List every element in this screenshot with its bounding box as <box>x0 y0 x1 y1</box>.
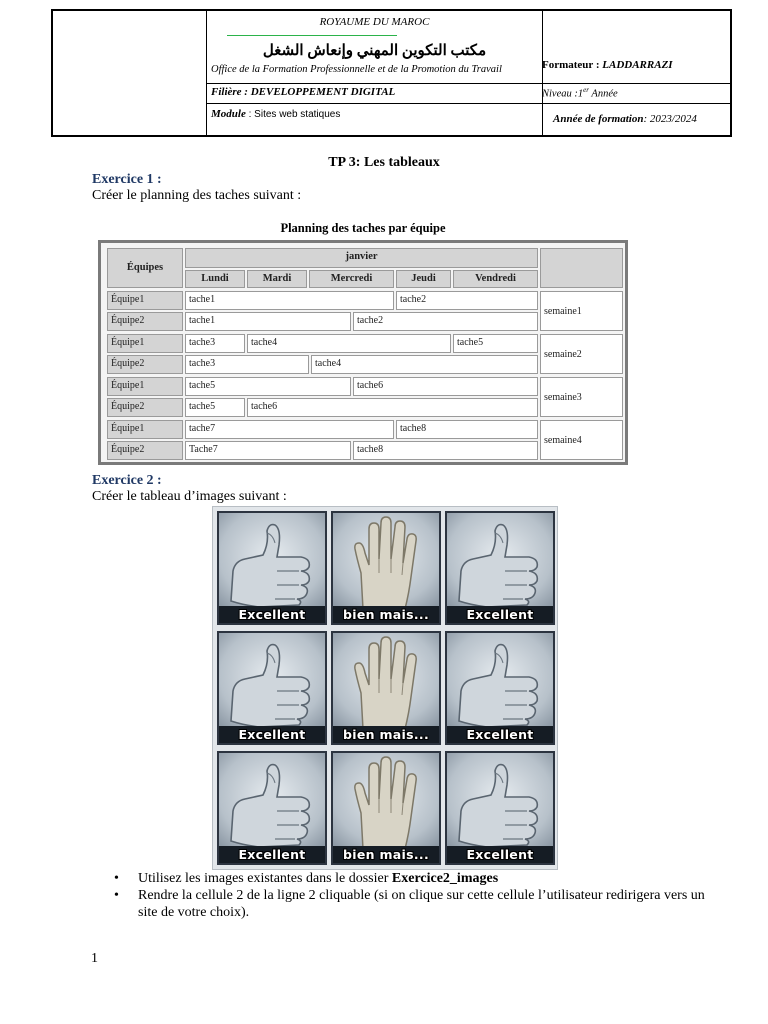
task-cell: tache2 <box>396 291 538 310</box>
task-cell: tache5 <box>453 334 538 353</box>
module-label: Module <box>211 108 246 120</box>
niveau-label: Niveau :1 <box>542 88 584 100</box>
header-equipes: Équipes <box>107 248 183 288</box>
module-value: : Sites web statiques <box>245 109 341 120</box>
week-cell: semaine2 <box>540 334 623 374</box>
team-cell: Équipe2 <box>107 441 183 460</box>
image-cell <box>217 631 327 745</box>
task-cell: tache5 <box>185 377 351 396</box>
arabic-office-name: مكتب التكوين المهني وإنعاش الشغل <box>262 43 487 59</box>
open-hand-icon <box>333 513 439 609</box>
thumbs-up-icon <box>219 513 325 609</box>
team-cell: Équipe2 <box>107 355 183 374</box>
annee-value: : 2023/2024 <box>643 113 697 125</box>
niveau-sup: er <box>583 86 589 94</box>
exercice2-text: Créer le tableau d’images suivant : <box>92 489 287 504</box>
thumbs-up-icon <box>447 633 553 729</box>
image-caption: bien mais... <box>333 606 439 623</box>
image-caption: Excellent <box>219 606 325 623</box>
image-caption: Excellent <box>447 606 553 623</box>
filiere: Filière : DEVELOPPEMENT DIGITAL <box>211 86 396 98</box>
task-cell: tache6 <box>247 398 538 417</box>
formateur-label: Formateur : <box>542 59 603 71</box>
task-cell: tache7 <box>185 420 394 439</box>
header-day: Jeudi <box>396 270 451 288</box>
exercice1-title: Exercice 1 : <box>92 172 162 187</box>
list-item <box>114 870 714 887</box>
image-cell-clickable[interactable] <box>331 631 441 745</box>
office-name: Office de la Formation Professionnelle et de la Promotion du Travail <box>211 64 502 75</box>
green-rule <box>227 35 397 36</box>
image-caption: Excellent <box>447 846 553 863</box>
header-month: janvier <box>185 248 538 268</box>
exercice1-text: Créer le planning des taches suivant : <box>92 188 302 203</box>
header-day: Mercredi <box>309 270 394 288</box>
task-cell: tache4 <box>311 355 538 374</box>
image-caption: Excellent <box>219 846 325 863</box>
image-cell <box>331 511 441 625</box>
image-cell <box>331 751 441 865</box>
image-cell <box>217 511 327 625</box>
image-cell <box>445 751 555 865</box>
header-day: Lundi <box>185 270 245 288</box>
bullet-text: Utilisez les images existantes dans le dossier <box>138 871 392 886</box>
page-number: 1 <box>91 951 98 966</box>
team-cell: Équipe1 <box>107 291 183 310</box>
planning-table <box>98 240 628 465</box>
team-cell: Équipe1 <box>107 420 183 439</box>
image-caption: Excellent <box>219 726 325 743</box>
niveau-rest: Année <box>588 88 618 100</box>
header-row-divider <box>207 103 730 104</box>
thumbs-up-icon <box>219 753 325 849</box>
team-cell: Équipe1 <box>107 334 183 353</box>
task-cell: tache5 <box>185 398 245 417</box>
team-cell: Équipe2 <box>107 398 183 417</box>
image-table <box>212 506 558 870</box>
annee-label: Année de formation <box>553 113 644 125</box>
thumbs-up-icon <box>219 633 325 729</box>
royaume-text: ROYAUME DU MAROC <box>319 16 430 28</box>
task-cell: Tache7 <box>185 441 351 460</box>
thumbs-up-icon <box>447 753 553 849</box>
formateur-name: LADDARRAZI <box>602 59 673 71</box>
task-cell: tache4 <box>247 334 451 353</box>
task-cell: tache2 <box>353 312 538 331</box>
team-cell: Équipe2 <box>107 312 183 331</box>
image-caption: Excellent <box>447 726 553 743</box>
thumbs-up-icon <box>447 513 553 609</box>
week-cell: semaine4 <box>540 420 623 460</box>
week-cell: semaine1 <box>540 291 623 331</box>
image-cell <box>445 631 555 745</box>
task-cell: tache1 <box>185 291 394 310</box>
image-cell <box>217 751 327 865</box>
niveau <box>542 86 618 100</box>
annee-formation <box>553 113 697 125</box>
task-cell: tache1 <box>185 312 351 331</box>
page-title: TP 3: Les tableaux <box>328 155 440 170</box>
header-day: Mardi <box>247 270 307 288</box>
header-row-divider <box>207 83 730 84</box>
exercice2-title: Exercice 2 : <box>92 473 162 488</box>
team-cell: Équipe1 <box>107 377 183 396</box>
open-hand-icon <box>333 633 439 729</box>
week-cell: semaine3 <box>540 377 623 417</box>
task-cell: tache3 <box>185 334 245 353</box>
instructions-list <box>114 870 714 921</box>
planning-title: Planning des taches par équipe <box>280 221 446 235</box>
header-table <box>51 9 732 137</box>
task-cell: tache8 <box>353 441 538 460</box>
module <box>211 108 340 120</box>
list-item: • Rendre la cellule 2 de la ligne 2 cliquable (si on clique sur cette cellule l’utilisateur redirigera vers un site de votre choix). <box>114 887 714 921</box>
logo-cell <box>53 11 207 135</box>
image-caption: bien mais... <box>333 726 439 743</box>
task-cell: tache3 <box>185 355 309 374</box>
folder-name: Exercice2_images <box>391 871 499 886</box>
header-week-empty <box>540 248 623 288</box>
image-cell <box>445 511 555 625</box>
open-hand-icon <box>333 753 439 849</box>
formateur <box>542 59 673 71</box>
header-day: Vendredi <box>453 270 538 288</box>
task-cell: tache6 <box>353 377 538 396</box>
image-caption: bien mais... <box>333 846 439 863</box>
task-cell: tache8 <box>396 420 538 439</box>
